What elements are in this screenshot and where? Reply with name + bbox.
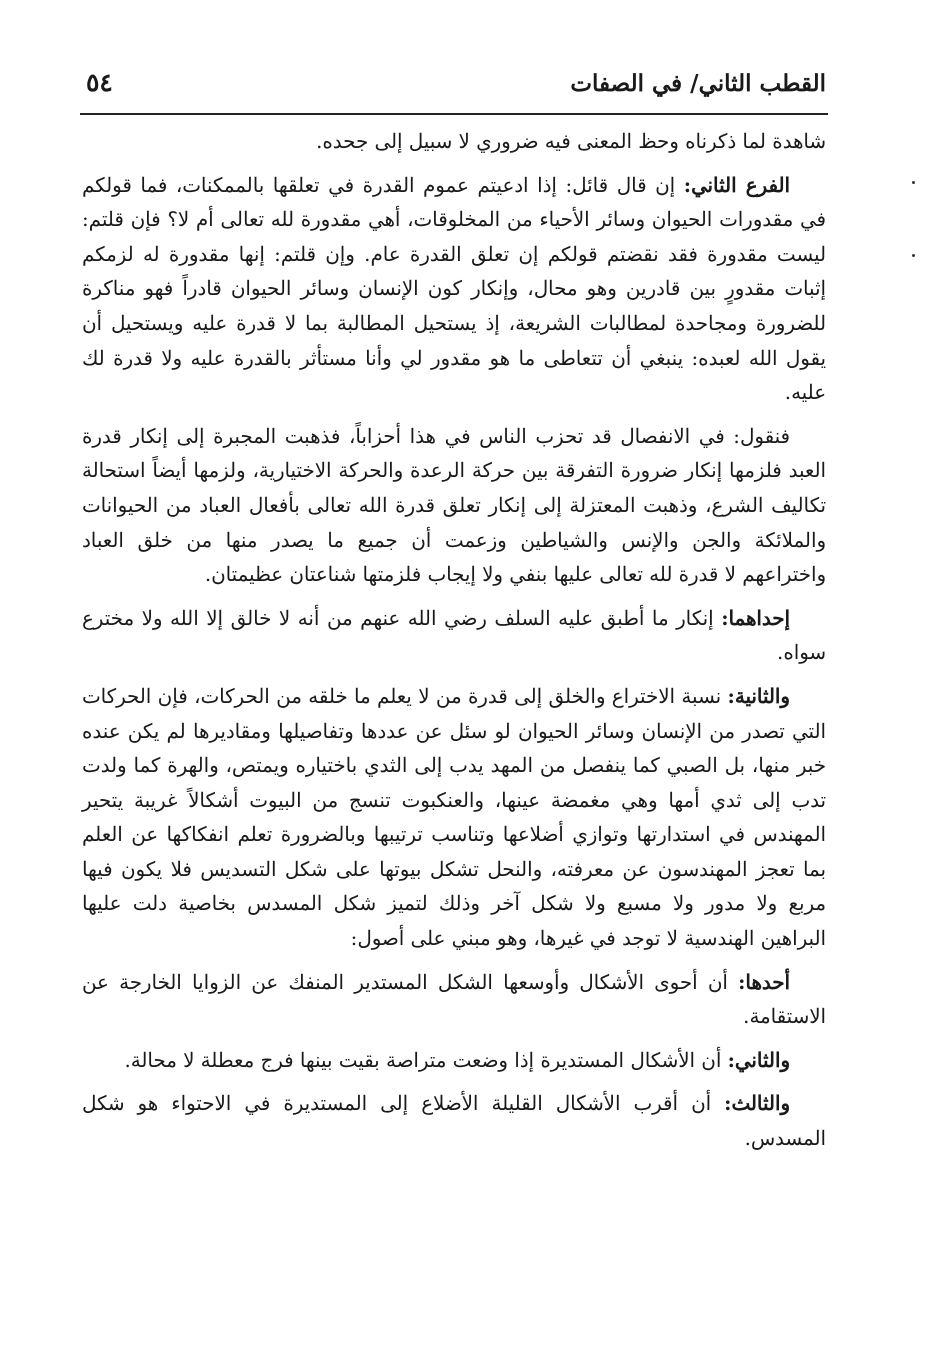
paragraph-lead: إحداهما:	[721, 605, 790, 630]
paragraph	[82, 679, 826, 957]
paragraph-lead: الفرع الثاني:	[683, 172, 791, 197]
page-number: ٥٤	[86, 68, 113, 97]
body-text	[82, 124, 826, 1165]
paragraph	[82, 1086, 826, 1156]
paragraph-text: إن قال قائل: إذا ادعيتم عموم القدرة في تعلقها بالممكنات، فما قولكم في مقدورات الحيوان وسائر الأحياء من المخلوقات، أهي مقدورة لله تعالى أم لا؟ فإن قلتم: ليست مقدورة فقد نقضتم قولكم إن تعلق القدرة عام. وإن قلتم: إنها مقدورة له لزمكم إثبات مقدورٍ بين قادرين وهو محال، وإنكار كون الإنسان وسائر الحيوان قادراً فهو مناكرة للضرورة ومجاحدة لمطالبات الشريعة، إذ يستحيل المطالبة بما لا قدرة عليه ويستحيل أن يقول الله لعبده: ينبغي أن تتعاطى ما هو مقدور لي وأنا مستأثر بالقدرة عليه ولا قدرة لك عليه.	[82, 173, 826, 405]
header-rule	[80, 113, 828, 115]
margin-mark	[912, 254, 915, 257]
paragraph-lead: والثاني:	[727, 1047, 790, 1072]
paragraph	[82, 1043, 826, 1079]
paragraph-text: أن أحوى الأشكال وأوسعها الشكل المستدير المنفك عن الزوايا الخارجة عن الاستقامة.	[82, 970, 826, 1029]
paragraph-text: أن أقرب الأشكال القليلة الأضلاع إلى المستديرة في الاحتواء هو شكل المسدس.	[82, 1092, 826, 1151]
paragraph-text: أن الأشكال المستديرة إذا وضعت متراصة بقيت بينها فرج معطلة لا محالة.	[124, 1048, 728, 1072]
paragraph-lead: والثالث:	[724, 1091, 790, 1116]
page-header	[78, 66, 826, 108]
paragraph-text: فنقول: في الانفصال قد تحزب الناس في هذا أحزاباً، فذهبت المجبرة إلى إنكار قدرة العبد فلزمها إنكار ضرورة التفرقة بين حركة الرعدة والحركة الاختيارية، ولزمها أيضاً استحالة تكاليف الشرع، وذهبت المعتزلة إلى إنكار تعلق قدرة الله تعالى بأفعال العباد من الحيوانات والملائكة والجن والإنس والشياطين وزعمت أن جميع ما يصدر منها من خلق العباد واختراعهم لا قدرة لله تعالى عليها بنفي ولا إيجاب فلزمتها شناعتان عظيمتان.	[82, 424, 826, 587]
paragraph	[82, 168, 826, 411]
paragraph	[82, 124, 826, 160]
paragraph-text: إنكار ما أطبق عليه السلف رضي الله عنهم من أنه لا خالق إلا الله ولا مخترع سواه.	[82, 606, 826, 665]
paragraph-lead: والثانية:	[727, 683, 790, 708]
paragraph-text: نسبة الاختراع والخلق إلى قدرة من لا يعلم ما خلقه من الحركات، فإن الحركات التي تصدر من الإنسان وسائر الحيوان لو سئل عن عددها وتفاصيلها ومقاديرها لم يكن عنده خبر منها، بل الصبي كما ينفصل من المهد يدب إلى الثدي باختياره ويمتص، والهرة كما ولدت تدب إلى ثدي أمها وهي مغمضة عينها، والعنكبوت تنسج من البيوت أشكالاً غريبة يتحير المهندس في استدارتها وتوازي أضلاعها وتناسب ترتيبها وبالضرورة تعلم انفكاكها عن العلم بما تعجز المهندسون عن معرفته، والنحل تشكل بيوتها على شكل التسديس فلا يكون فيها مربع ولا مدور ولا مسبع ولا شكل آخر وذلك لتميز شكل المسدس بخاصية دلت عليها البراهين الهندسية لا توجد في غيرها، وهو مبني على أصول:	[82, 684, 826, 951]
paragraph-lead: أحدها:	[738, 969, 790, 994]
paragraph	[82, 601, 826, 671]
paragraph	[82, 419, 826, 593]
paragraph-text: شاهدة لما ذكرناه وحظ المعنى فيه ضروري لا سبيل إلى جحده.	[316, 130, 826, 153]
margin-mark	[912, 181, 915, 184]
paragraph	[82, 965, 826, 1035]
running-title: القطب الثاني/ في الصفات	[570, 70, 826, 97]
